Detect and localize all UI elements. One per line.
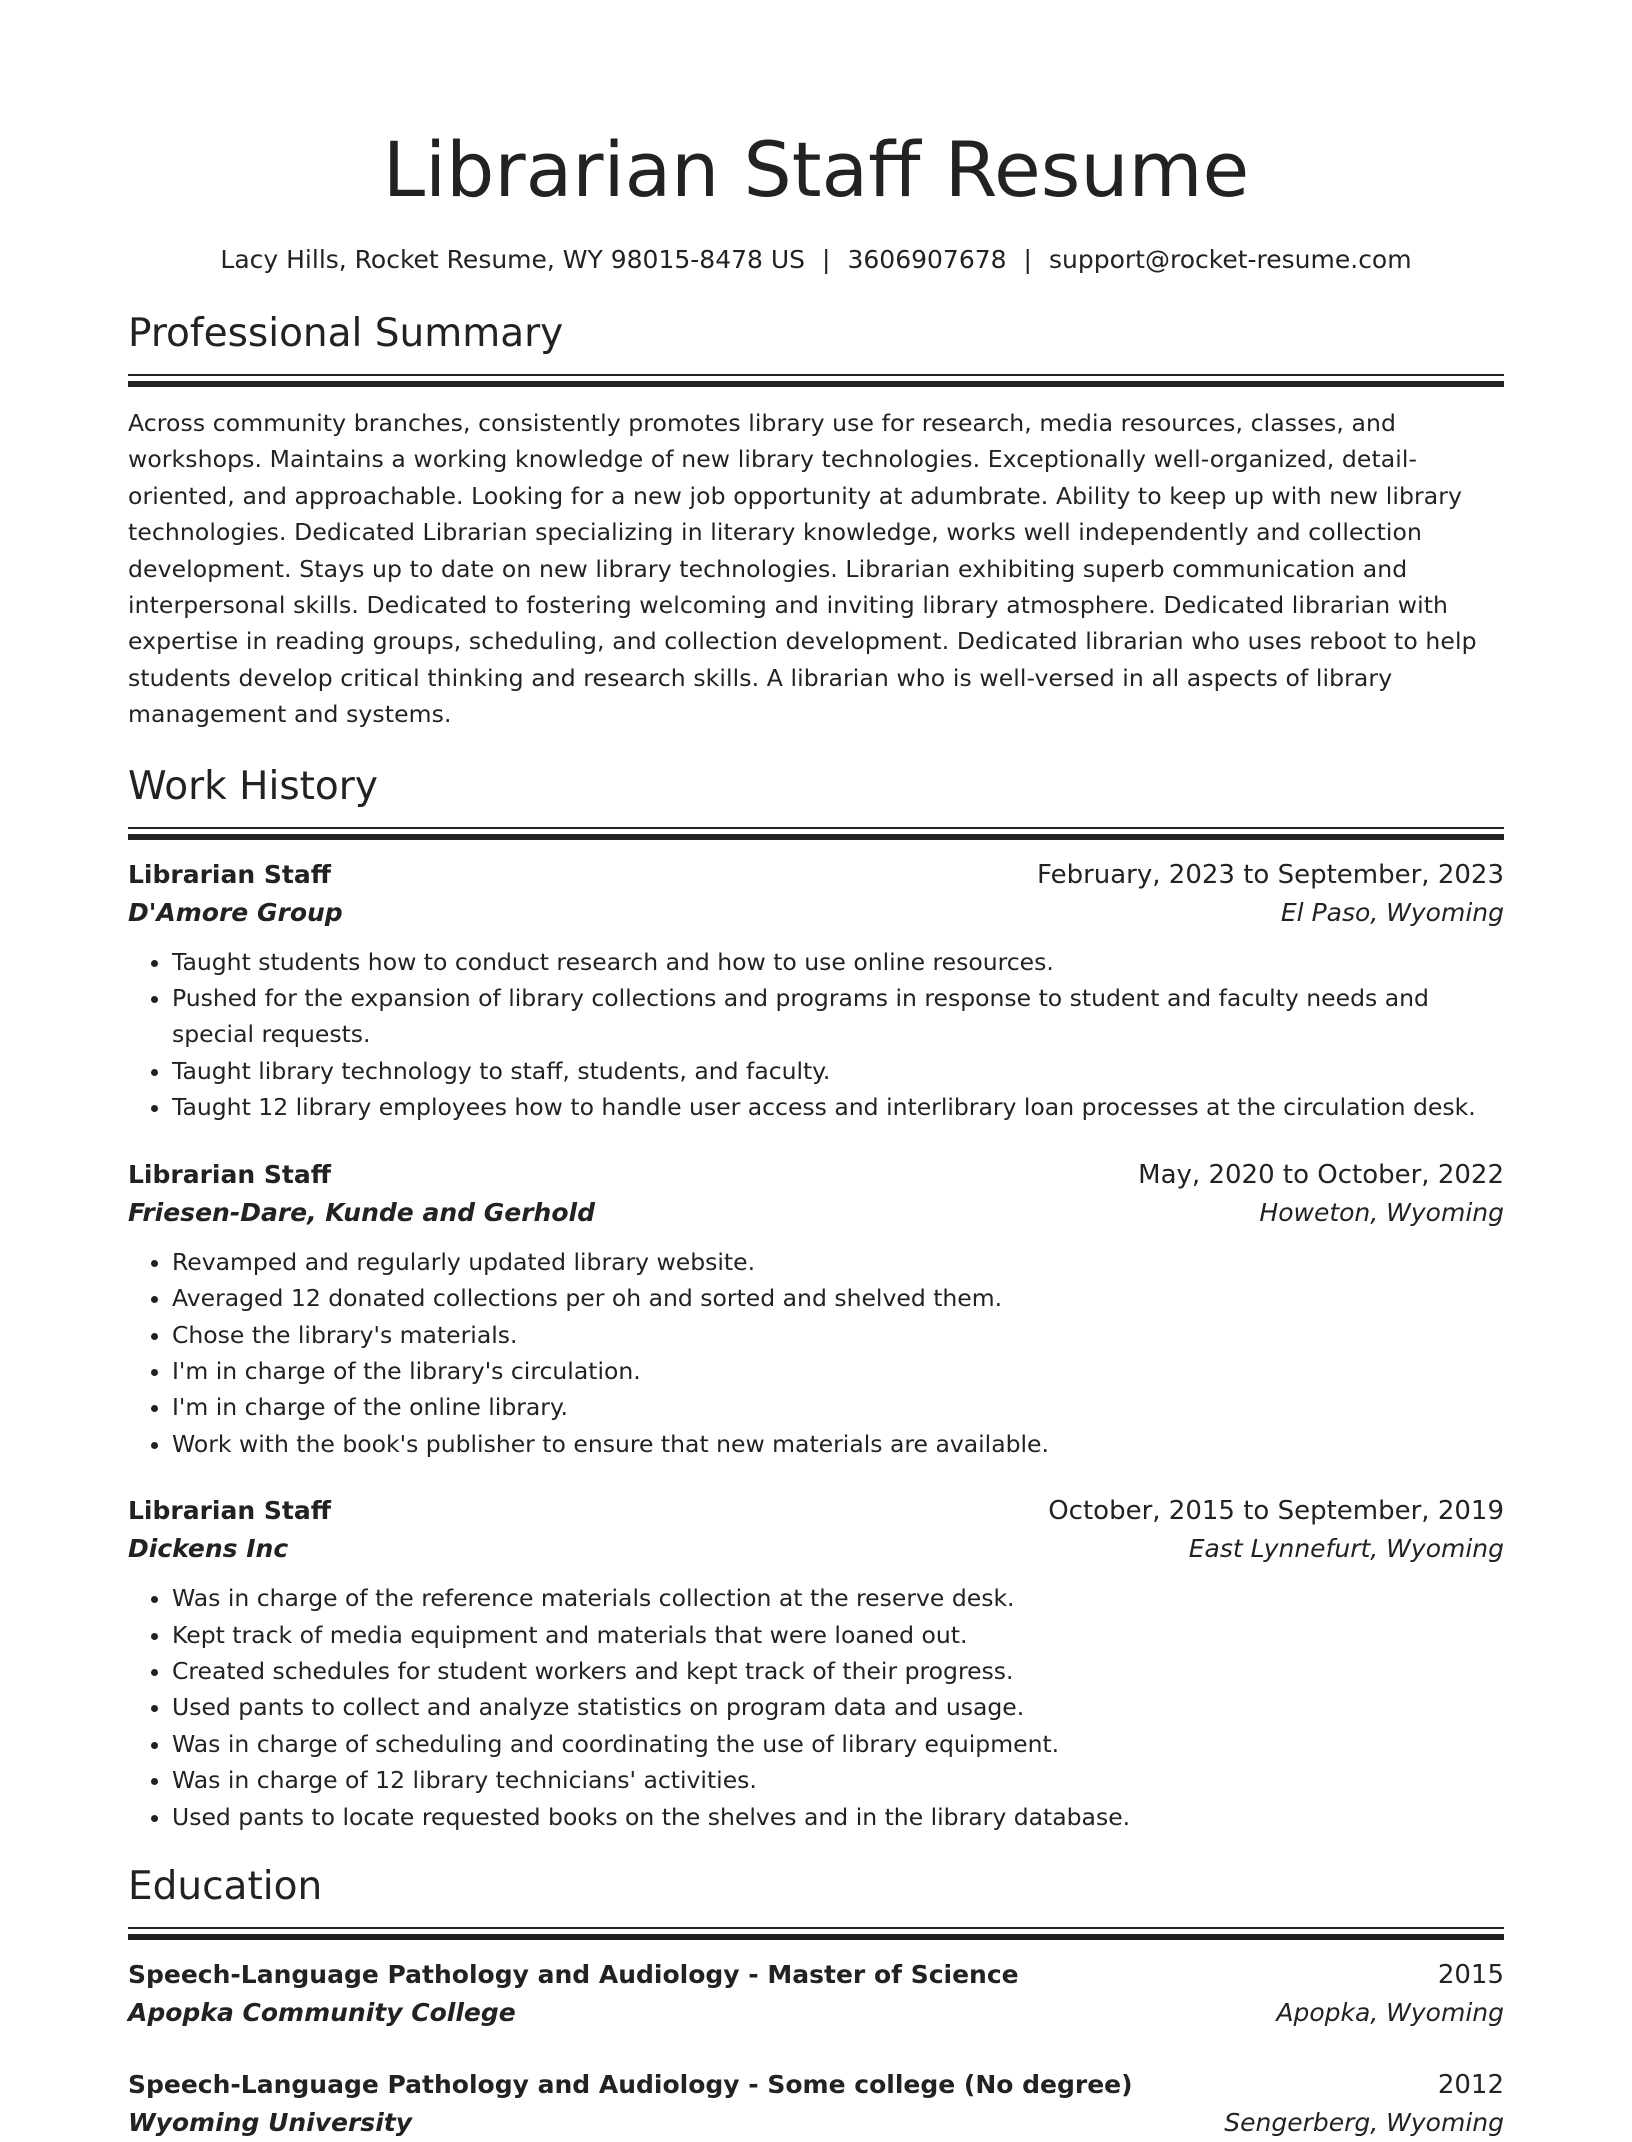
section-divider xyxy=(128,374,1504,387)
section-divider xyxy=(128,1927,1504,1940)
job-employer-row xyxy=(128,1194,1504,1232)
degree-title: Speech-Language Pathology and Audiology - Some college (No degree) xyxy=(128,2069,1133,2099)
education-entry xyxy=(128,1956,1504,2032)
job-location: East Lynnefurt, Wyoming xyxy=(1188,1534,1504,1564)
school-name: Wyoming University xyxy=(128,2107,413,2137)
job-dates: October, 2015 to September, 2019 xyxy=(1048,1496,1504,1527)
list-item: • Taught library technology to staff, students, and faculty. xyxy=(172,1053,1504,1089)
job-header-row xyxy=(128,1492,1504,1530)
education-header-row xyxy=(128,1956,1504,1994)
section-heading-work-history: Work History xyxy=(128,763,378,809)
job-location: El Paso, Wyoming xyxy=(1280,897,1504,927)
job-title: Librarian Staff xyxy=(128,1159,331,1189)
list-item: • Created schedules for student workers and kept track of their progress. xyxy=(172,1653,1504,1689)
section-heading-summary: Professional Summary xyxy=(128,311,564,356)
list-item: • I'm in charge of the library's circulation. xyxy=(172,1353,1504,1389)
contact-address: Lacy Hills, Rocket Resume, WY 98015-8478 US xyxy=(220,245,806,274)
education-section xyxy=(128,1863,1504,2142)
list-item: • Averaged 12 donated collections per oh and sorted and shelved them. xyxy=(172,1280,1504,1316)
job-dates: February, 2023 to September, 2023 xyxy=(1037,859,1504,890)
job-dates: May, 2020 to October, 2022 xyxy=(1138,1159,1504,1190)
job-entry xyxy=(128,856,1504,1126)
job-location: Howeton, Wyoming xyxy=(1259,1197,1504,1227)
list-item: • Used pants to locate requested books on the shelves and in the library database. xyxy=(172,1799,1504,1835)
work-history-section xyxy=(128,763,1504,1835)
job-employer: Friesen-Dare, Kunde and Gerhold xyxy=(128,1197,595,1227)
section-divider xyxy=(128,827,1504,840)
list-item: • Taught 12 library employees how to handle user access and interlibrary loan processes at the circulation desk. xyxy=(172,1089,1504,1125)
contact-separator: | xyxy=(1023,245,1032,274)
list-item: • Work with the book's publisher to ensure that new materials are available. xyxy=(172,1426,1504,1462)
job-entry xyxy=(128,1492,1504,1835)
list-item: • Pushed for the expansion of library collections and programs in response to student and faculty needs and special requests. xyxy=(172,980,1504,1053)
contact-line xyxy=(128,244,1504,276)
job-header-row xyxy=(128,1156,1504,1194)
education-header-row xyxy=(128,2066,1504,2104)
job-duties-list xyxy=(128,944,1504,1126)
list-item: • Chose the library's materials. xyxy=(172,1317,1504,1353)
resume-page xyxy=(128,0,1504,2142)
job-employer-row xyxy=(128,894,1504,932)
education-school-row xyxy=(128,1994,1504,2032)
list-item: • Taught students how to conduct research and how to use online resources. xyxy=(172,944,1504,980)
job-employer: D'Amore Group xyxy=(128,897,343,927)
list-item: • I'm in charge of the online library. xyxy=(172,1389,1504,1425)
graduation-year: 2015 xyxy=(1437,1959,1504,1990)
degree-title: Speech-Language Pathology and Audiology - Master of Science xyxy=(128,1959,1019,1989)
list-item: • Was in charge of 12 library technicians' activities. xyxy=(172,1762,1504,1798)
school-location: Sengerberg, Wyoming xyxy=(1224,2107,1504,2137)
list-item: • Was in charge of scheduling and coordinating the use of library equipment. xyxy=(172,1726,1504,1762)
summary-text: Across community branches, consistently promotes library use for research, media resources, classes, and workshops. Maintains a working knowledge of new library technologies. Exceptionally well-organized, detail-oriented, and approachable. Looking for a new job opportunity at adumbrate. Ability to keep up with new library technologies. Dedicated Librarian specializing in literary knowledge, works well independently and collection development. Stays up to date on new library technologies. Librarian exhibiting superb communication and interpersonal skills. Dedicated to fostering welcoming and inviting library atmosphere. Dedicated librarian with expertise in reading groups, scheduling, and collection development. Dedicated librarian who uses reboot to help students develop critical thinking and research skills. A librarian who is well-versed in all aspects of library management and systems. xyxy=(128,409,1477,729)
summary-section xyxy=(128,310,1504,733)
resume-title: Librarian Staff Resume xyxy=(382,125,1250,214)
list-item: • Used pants to collect and analyze statistics on program data and usage. xyxy=(172,1689,1504,1725)
graduation-year: 2012 xyxy=(1437,2069,1504,2100)
education-entry xyxy=(128,2066,1504,2142)
list-item: • Was in charge of the reference materials collection at the reserve desk. xyxy=(172,1580,1504,1616)
job-title: Librarian Staff xyxy=(128,1496,331,1526)
job-duties-list xyxy=(128,1244,1504,1462)
job-employer-row xyxy=(128,1530,1504,1568)
school-name: Apopka Community College xyxy=(128,1997,516,2027)
job-title: Librarian Staff xyxy=(128,859,331,889)
contact-separator: | xyxy=(822,245,831,274)
education-school-row xyxy=(128,2104,1504,2142)
contact-email: support@rocket-resume.com xyxy=(1048,245,1412,274)
job-duties-list xyxy=(128,1580,1504,1835)
school-location: Apopka, Wyoming xyxy=(1276,1997,1504,2027)
job-entry xyxy=(128,1156,1504,1462)
section-heading-education: Education xyxy=(128,1863,323,1909)
list-item: • Revamped and regularly updated library website. xyxy=(172,1244,1504,1280)
contact-phone: 3606907678 xyxy=(847,245,1007,274)
list-item: • Kept track of media equipment and materials that were loaned out. xyxy=(172,1617,1504,1653)
job-header-row xyxy=(128,856,1504,894)
job-employer: Dickens Inc xyxy=(128,1534,289,1564)
